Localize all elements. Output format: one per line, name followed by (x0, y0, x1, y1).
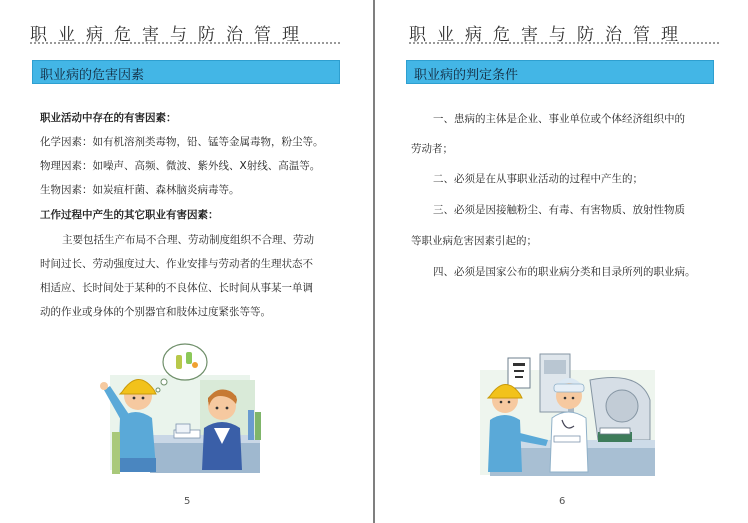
left-heading-1: 职业活动中存在的有害因素： (40, 112, 177, 124)
left-paragraph-line-3: 相适应、长时间处于某种的不良体位、长时间从事某一单调 (40, 282, 313, 294)
left-section-title: 职业病的危害因素 (40, 68, 145, 83)
left-header-title: 职业病危害与防治管理 (30, 25, 310, 45)
right-page-number: 6 (559, 496, 566, 507)
left-paragraph-line-4: 动的作业或身体的个别器官和肢体过度紧张等等。 (40, 306, 271, 318)
left-item-biological: 生物因素：如炭疽杆菌、森林脑炎病毒等。 (40, 184, 240, 196)
right-condition-1: 一、患病的主体是企业、事业单位或个体经济组织中的 (433, 113, 685, 125)
right-condition-3: 三、必须是因接触粉尘、有毒、有害物质、放射性物质 (433, 204, 685, 216)
left-item-chemical: 化学因素：如有机溶剂类毒物，铅、锰等金属毒物，粉尘等。 (40, 136, 324, 148)
left-page (0, 0, 373, 523)
right-condition-2: 二、必须是在从事职业活动的过程中产生的； (433, 173, 643, 185)
left-header-rule (30, 42, 340, 44)
right-section-bar (406, 60, 714, 84)
left-section-bar (32, 60, 340, 84)
left-paragraph-line-2: 时间过长、劳动强度过大、作业安排与劳动者的生理状态不 (40, 258, 313, 270)
left-item-physical: 物理因素：如噪声、高频、微波、紫外线、X射线、高温等。 (40, 160, 321, 172)
right-condition-1-cont: 劳动者； (411, 143, 453, 155)
doctor-examining-worker-illustration (470, 340, 660, 480)
right-header-title: 职业病危害与防治管理 (409, 25, 689, 45)
right-section-title: 职业病的判定条件 (414, 68, 519, 83)
right-condition-4: 四、必须是国家公布的职业病分类和目录所列的职业病。 (433, 266, 696, 278)
worker-and-doctor-consultation-illustration (90, 340, 275, 480)
right-header-rule (409, 42, 719, 44)
right-condition-3-cont: 等职业病危害因素引起的； (411, 235, 537, 247)
left-page-number: 5 (184, 496, 191, 507)
left-paragraph-line-1: 主要包括生产布局不合理、劳动制度组织不合理、劳动 (62, 234, 314, 246)
left-heading-2: 工作过程中产生的其它职业有害因素： (40, 209, 219, 221)
right-page (375, 0, 748, 523)
